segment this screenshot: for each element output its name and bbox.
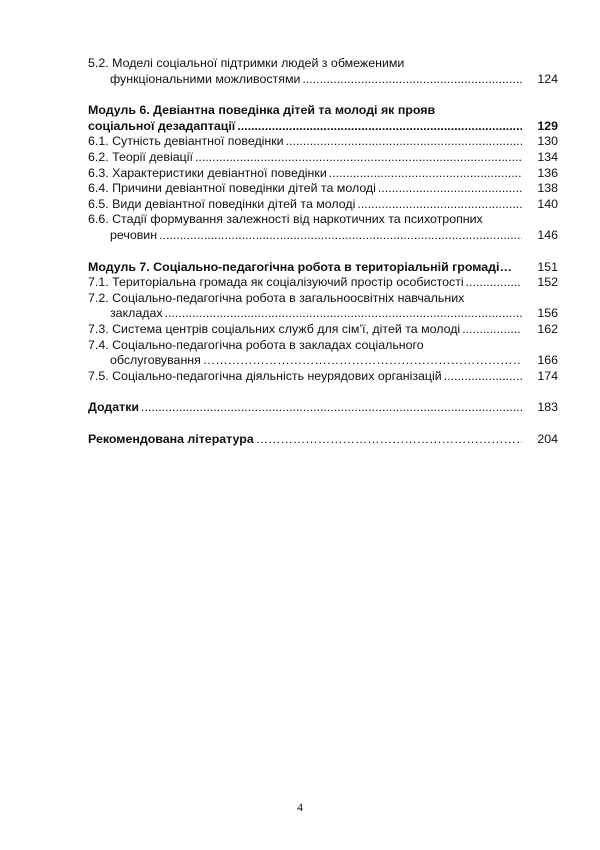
toc-entry-title: Рекомендована література	[88, 431, 254, 446]
dot-leader	[141, 400, 522, 416]
toc-entry-title: 6.5. Види девіантної поведінки дітей та молоді	[88, 196, 356, 211]
toc-entry-6-5	[88, 197, 558, 213]
toc-entry-title: 6.6. Стадії формування залежності від наркотичних та психотропних	[88, 212, 483, 227]
dot-leader	[195, 150, 522, 166]
toc-entry-6-2	[88, 150, 558, 166]
dot-leader	[237, 119, 522, 135]
dot-leader	[203, 353, 522, 369]
toc-page-number: 204	[537, 431, 558, 446]
toc-entry-title: 7.5. Соціально-педагогічна діяльність неурядових організацій	[88, 368, 442, 383]
module-title-cont: соціальної дезадаптації	[88, 118, 236, 133]
module-title: Модуль 7. Соціально-педагогічна робота в територіальній громаді…	[88, 259, 512, 274]
toc-page-number: 166	[537, 353, 558, 368]
toc-entry-title: Додатки	[88, 400, 140, 415]
toc-entry-title: 7.2. Соціально-педагогічна робота в загальноосвітніх навчальних	[88, 290, 465, 305]
toc-entry-7-1	[88, 275, 558, 291]
dot-leader	[329, 166, 522, 182]
toc-entry-title: 6.1. Сутність девіантної поведінки	[88, 134, 284, 149]
dot-leader	[256, 432, 522, 448]
toc-page-number: 129	[537, 118, 558, 133]
toc-entry-title-cont: функціональними можливостями	[110, 71, 301, 86]
toc-page-number: 140	[537, 196, 558, 211]
toc-entry-title: 5.2. Моделі соціальної підтримки людей з обмеженими	[88, 56, 405, 70]
toc-entry-5-2	[88, 56, 558, 87]
toc-entry-title: 6.2. Теорії девіації	[88, 149, 193, 164]
dot-leader	[466, 275, 522, 291]
toc-entry-title-cont: обслуговування	[110, 353, 201, 368]
toc-entry-6-4	[88, 181, 558, 197]
toc-entry-title: 6.4. Причини девіантної поведінки дітей та молоді	[88, 181, 376, 196]
toc-module-6	[88, 103, 558, 134]
module-title: Модуль 6. Девіантна поведінка дітей та молоді як прояв	[88, 103, 436, 118]
toc-entry-title-cont: речовин	[110, 227, 158, 242]
toc-entry-title: 7.3. Система центрів соціальних служб для сім’ї, дітей та молоді	[88, 321, 461, 336]
toc-module-7	[88, 260, 558, 276]
toc-entry-6-1	[88, 134, 558, 150]
toc-page-number: 183	[537, 400, 558, 415]
toc-page-number: 174	[537, 368, 558, 383]
toc-entry-title: 6.3. Характеристики девіантної поведінки	[88, 165, 327, 180]
toc-entry-title: 7.4. Соціально-педагогічна робота в закладах соціального	[88, 337, 424, 352]
toc-entry-title: 7.1. Територіальна громада як соціалізуючий простір особистості	[88, 275, 464, 290]
dot-leader	[302, 72, 522, 88]
toc-entry-6-6	[88, 212, 558, 243]
toc-page-number: 136	[537, 165, 558, 180]
toc-entry-7-5	[88, 369, 558, 385]
toc-page-number: 124	[537, 71, 558, 86]
toc-page-number: 130	[537, 134, 558, 149]
toc-entry-7-3	[88, 322, 558, 338]
toc-entry-6-3	[88, 166, 558, 182]
toc-entry-title-cont: закладах	[110, 306, 163, 321]
toc-page-number: 146	[537, 227, 558, 242]
page-number: 4	[297, 800, 303, 814]
toc-page-number: 151	[537, 259, 558, 274]
dot-leader	[378, 181, 522, 197]
table-of-contents	[88, 56, 558, 447]
dot-leader	[165, 306, 522, 322]
dot-leader	[444, 369, 522, 385]
toc-page-number: 156	[537, 306, 558, 321]
toc-entry-7-2	[88, 291, 558, 322]
toc-literature	[88, 432, 558, 448]
toc-page-number: 152	[537, 275, 558, 290]
toc-appendix	[88, 400, 558, 416]
dot-leader	[286, 134, 522, 150]
dot-leader	[357, 197, 522, 213]
toc-page-number: 138	[537, 181, 558, 196]
dot-leader	[159, 228, 522, 244]
toc-entry-7-4	[88, 338, 558, 369]
toc-page-number: 162	[537, 321, 558, 336]
dot-leader	[462, 322, 522, 338]
toc-page-number: 134	[537, 149, 558, 164]
